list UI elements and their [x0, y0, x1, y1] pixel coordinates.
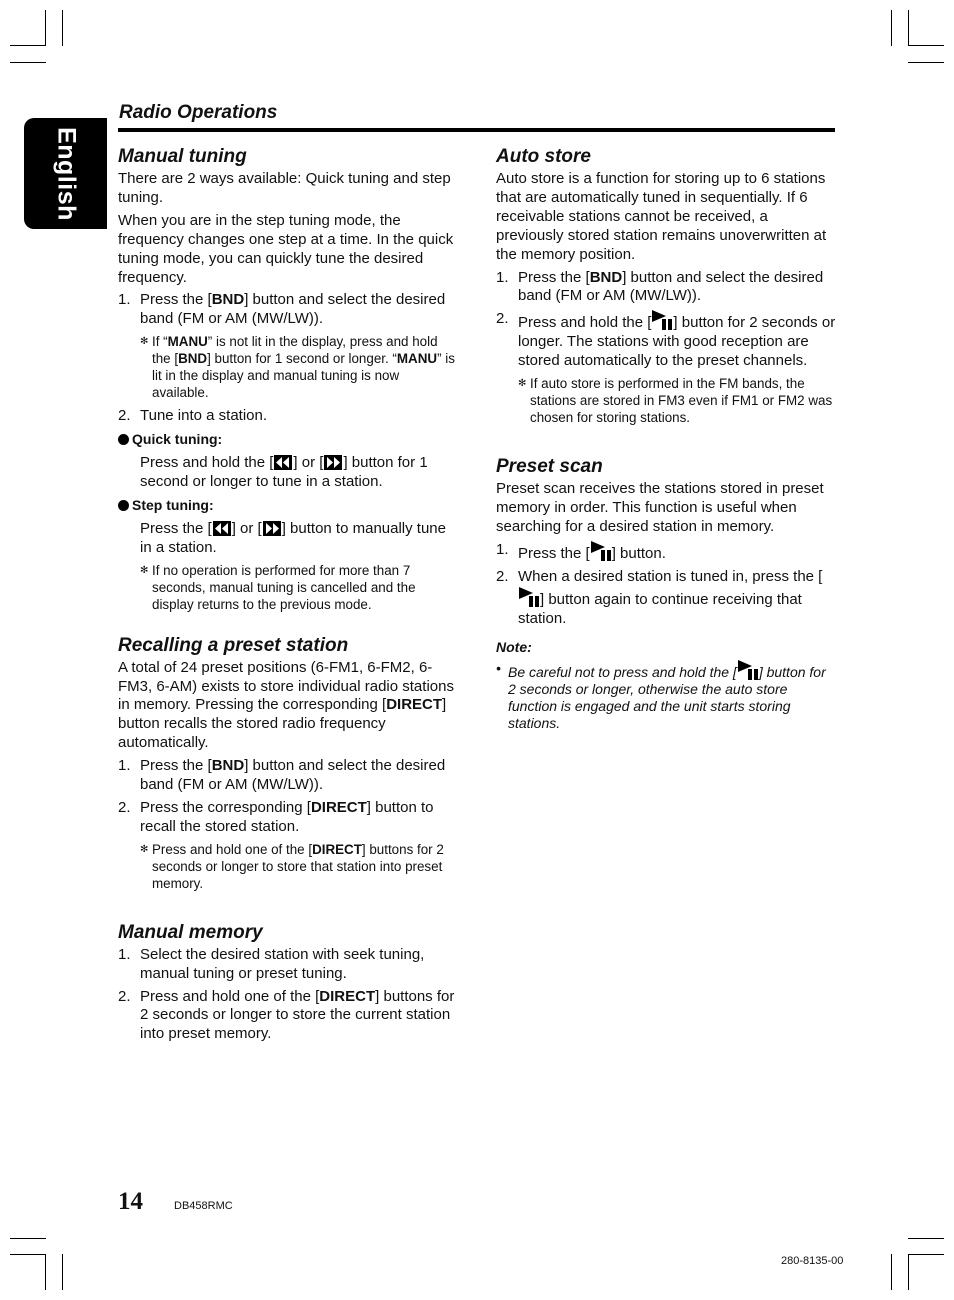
text: ] button and select the desired band (FM or AM (MW/LW)). — [518, 268, 824, 305]
fast-forward-icon — [262, 521, 282, 536]
text: ] button to manually tune in a station. — [140, 519, 446, 556]
list-number: 2. — [496, 567, 509, 585]
list-item — [118, 757, 456, 795]
manual-memory-heading: Manual memory — [118, 921, 263, 943]
play-pause-icon — [518, 587, 540, 607]
bullet-icon: • — [496, 660, 501, 677]
text: Select the desired station with seek tuning, manual tuning or preset tuning. — [140, 945, 425, 982]
recall-description — [118, 659, 456, 754]
text: Be careful not to press and hold the [ — [508, 664, 737, 681]
section-rule — [118, 128, 835, 132]
list-number: 1. — [496, 268, 509, 286]
crop-mark — [908, 62, 944, 63]
recall-preset-heading: Recalling a preset station — [118, 634, 349, 656]
text: Step tuning: — [132, 496, 214, 513]
direct-key-label: DIRECT — [386, 696, 443, 714]
bnd-key-label: BND — [211, 291, 245, 309]
bnd-key-label: BND — [178, 351, 208, 367]
list-item — [118, 988, 456, 1045]
text: ] button again to continue receiving that station. — [518, 590, 802, 627]
text: ] button recalls the stored radio frequency automatically. — [118, 696, 447, 752]
list-item — [118, 946, 456, 984]
crop-mark — [45, 10, 46, 46]
manual-tuning-description: When you are in the step tuning mode, the frequency changes one step at a time. In the quick tuning mode, you can quickly tune the desired frequency. — [118, 211, 454, 286]
crop-mark — [10, 1254, 46, 1255]
preset-scan-heading: Preset scan — [496, 456, 603, 478]
list-item — [118, 291, 456, 329]
list-number: 2. — [118, 407, 131, 425]
crop-mark — [908, 1238, 944, 1239]
text: If no operation is performed for more than 7 seconds, manual tuning is cancelled and the display returns to the previous mode. — [152, 562, 416, 612]
crop-mark — [10, 45, 46, 46]
quick-tuning-text — [118, 454, 456, 492]
text: ] button for 1 second or longer. “ — [207, 351, 397, 367]
manual-tuning-heading: Manual tuning — [118, 146, 247, 167]
list-item — [118, 407, 456, 426]
crop-mark — [10, 1238, 46, 1239]
step-tuning-heading — [118, 496, 456, 515]
note-text — [496, 660, 836, 732]
page-number: 14 — [118, 1188, 143, 1215]
text: ] button and select the desired band (FM or AM (MW/LW)). — [140, 757, 446, 794]
crop-mark — [891, 10, 892, 46]
list-number: 1. — [118, 757, 131, 775]
direct-key-label: DIRECT — [319, 987, 376, 1005]
list-number: 1. — [118, 291, 131, 309]
footnote — [118, 333, 456, 401]
list-item — [496, 269, 836, 307]
right-column — [496, 144, 836, 732]
list-number: 2. — [118, 798, 131, 816]
list-number: 2. — [496, 310, 509, 328]
footnote — [118, 562, 456, 613]
preset-scan-description: Preset scan receives the stations stored in preset memory in order. This function is useful when searching for a desired station in memory. — [496, 480, 824, 535]
rewind-icon — [273, 455, 293, 470]
step-tuning-text — [118, 520, 456, 558]
list-item — [496, 541, 836, 564]
manu-indicator-label: MANU — [396, 351, 438, 367]
manu-indicator-label: MANU — [167, 334, 208, 350]
auto-store-description: Auto store is a function for storing up to 6 stations that are automatically tuned in sequentially. If 6 receivable stations cannot be received, a previously stored station remains unoverwritten at the memory position. — [496, 170, 827, 263]
text: ” is not lit in the display, press and hold the [ — [152, 334, 438, 367]
text: Press the [ — [140, 291, 212, 309]
bullet-icon — [118, 500, 129, 511]
footnote — [118, 841, 456, 892]
crop-mark — [62, 10, 63, 46]
play-pause-icon — [737, 660, 759, 680]
asterisk-icon: ✻ — [518, 378, 527, 390]
text: ] button. — [611, 544, 666, 562]
side-tab-label: English — [52, 126, 80, 221]
direct-key-label: DIRECT — [310, 798, 367, 816]
footnote — [496, 375, 836, 426]
crop-mark — [908, 1254, 909, 1290]
text: If “ — [152, 334, 168, 350]
part-number: 280-8135-00 — [781, 1255, 844, 1267]
note-title: Note: — [496, 639, 532, 656]
text: ] button for 2 seconds or longer, otherwise the auto store function is engaged and the unit starts storing stations. — [508, 664, 826, 732]
play-pause-icon — [651, 310, 673, 330]
rewind-icon — [212, 521, 232, 536]
asterisk-icon: ✻ — [140, 843, 149, 855]
text: ] or [ — [231, 519, 262, 537]
text: ] button for 2 seconds or longer. The stations with good reception are stored automatically to the preset channels. — [518, 314, 836, 370]
text: Press the [ — [140, 519, 212, 537]
text: Press and hold one of the [ — [152, 841, 313, 857]
crop-mark — [62, 1254, 63, 1290]
text: ” is lit in the display and manual tuning is now available. — [152, 351, 455, 401]
bnd-key-label: BND — [589, 268, 623, 286]
manual-tuning-intro: There are 2 ways available: Quick tuning and step tuning. — [118, 170, 451, 206]
auto-store-heading: Auto store — [496, 146, 591, 167]
text: ] buttons for 2 seconds or longer to store that station into preset memory. — [152, 841, 444, 891]
crop-mark — [45, 1254, 46, 1290]
language-side-tab — [24, 118, 107, 229]
section-title: Radio Operations — [119, 102, 278, 123]
text: When a desired station is tuned in, press the [ — [518, 567, 823, 585]
quick-tuning-heading — [118, 430, 456, 449]
text: Press the [ — [140, 757, 212, 775]
crop-mark — [891, 1254, 892, 1290]
left-column — [118, 144, 456, 1048]
text: Press and hold one of the [ — [140, 987, 320, 1005]
list-item — [118, 799, 456, 837]
bnd-key-label: BND — [211, 757, 245, 775]
text: If auto store is performed in the FM bands, the stations are stored in FM3 even if FM1 or FM2 was chosen for storing stations. — [530, 376, 833, 426]
crop-mark — [908, 45, 944, 46]
text: ] buttons for 2 seconds or longer to store the current station into preset memory. — [140, 987, 455, 1043]
play-pause-icon — [590, 541, 612, 561]
text: ] button to recall the stored station. — [140, 798, 434, 835]
list-number: 1. — [496, 540, 509, 558]
text: Press the corresponding [ — [140, 798, 311, 816]
asterisk-icon: ✻ — [140, 564, 149, 576]
list-item — [496, 310, 836, 371]
bullet-icon — [118, 434, 129, 445]
crop-mark — [908, 1254, 944, 1255]
text: ] button for 1 second or longer to tune in a station. — [140, 454, 428, 490]
text: ] or [ — [293, 454, 324, 472]
text: ] button and select the desired band (FM or AM (MW/LW)). — [140, 291, 446, 328]
crop-mark — [10, 62, 46, 63]
list-number: 2. — [118, 987, 131, 1005]
list-item — [496, 568, 836, 629]
model-number: DB458RMC — [174, 1200, 233, 1212]
fast-forward-icon — [323, 455, 343, 470]
text: Press and hold the [ — [140, 454, 274, 472]
text: Press the [ — [518, 268, 590, 286]
asterisk-icon: ✻ — [140, 336, 149, 348]
direct-key-label: DIRECT — [312, 841, 362, 857]
text: Quick tuning: — [132, 431, 223, 448]
text: Tune into a station. — [140, 407, 268, 425]
list-number: 1. — [118, 945, 131, 963]
text: Press the [ — [518, 544, 590, 562]
text: A total of 24 preset positions (6-FM1, 6-FM2, 6-FM3, 6-AM) exists to store individual radio stations in memory. Pressing the corresponding [ — [118, 658, 454, 714]
text: Press and hold the [ — [518, 314, 652, 332]
crop-mark — [908, 10, 909, 46]
